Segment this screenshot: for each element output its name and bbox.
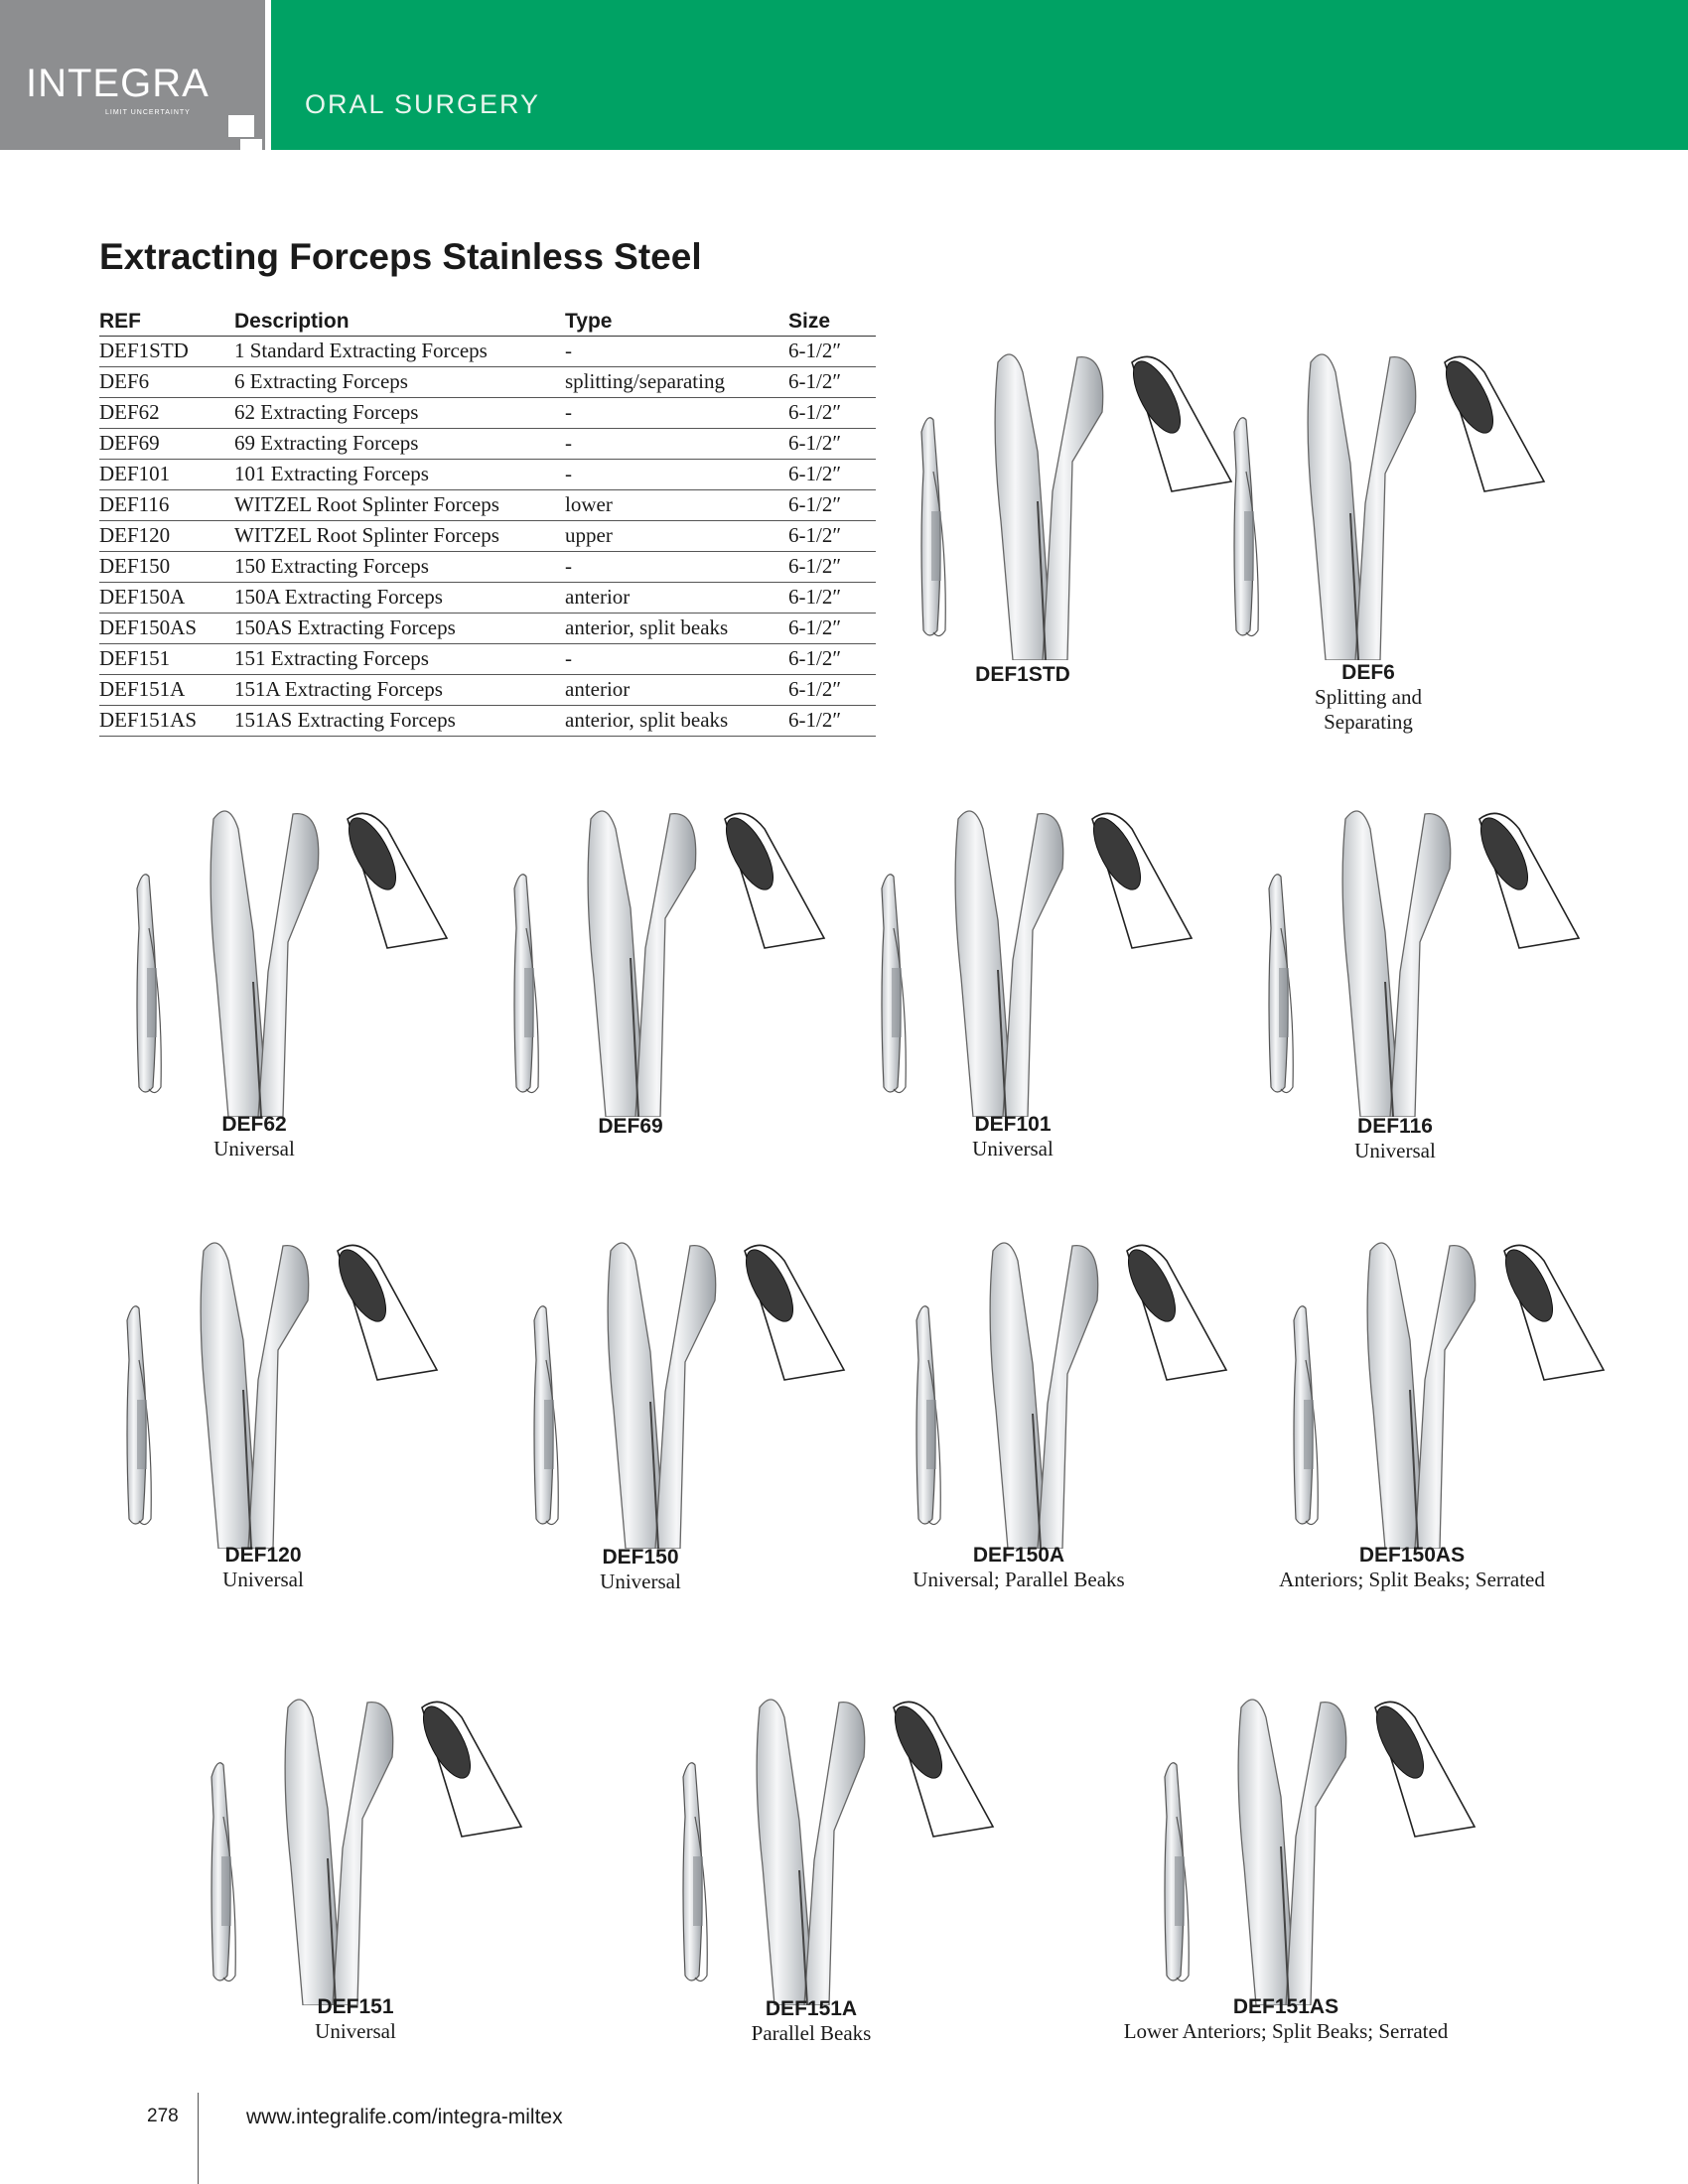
product-caption bbox=[213, 1113, 295, 1161]
cell-size: 6-1/2″ bbox=[788, 337, 876, 367]
product-caption bbox=[1315, 661, 1422, 735]
product-illustration bbox=[496, 799, 854, 1117]
cell-ref: DEF151A bbox=[99, 675, 234, 706]
forceps-thumbnail-icon bbox=[1234, 418, 1258, 636]
product-caption bbox=[752, 1997, 872, 2046]
product-illustration bbox=[1276, 1231, 1633, 1549]
product-code: DEF6 bbox=[1341, 661, 1395, 684]
product-code: DEF116 bbox=[1357, 1115, 1433, 1138]
cell-ref: DEF120 bbox=[99, 521, 234, 552]
cell-description: 69 Extracting Forceps bbox=[234, 429, 565, 460]
cell-size: 6-1/2″ bbox=[788, 675, 876, 706]
product-illustration bbox=[1251, 799, 1609, 1117]
cell-type: anterior bbox=[565, 675, 788, 706]
product-description: Universal bbox=[315, 2019, 396, 2043]
product-caption bbox=[600, 1546, 681, 1594]
beak-detail-drawing-icon bbox=[886, 1700, 993, 1837]
forceps-illustration-icon bbox=[496, 799, 854, 1117]
cell-type: anterior, split beaks bbox=[565, 706, 788, 737]
cell-ref: DEF62 bbox=[99, 398, 234, 429]
forceps-thumbnail-icon bbox=[514, 875, 538, 1093]
cell-type: - bbox=[565, 398, 788, 429]
page-title: Extracting Forceps Stainless Steel bbox=[99, 236, 702, 277]
column-header-description: Description bbox=[234, 306, 565, 337]
cell-description: 150AS Extracting Forceps bbox=[234, 614, 565, 644]
table-row bbox=[99, 521, 876, 552]
forceps-illustration-icon bbox=[119, 799, 477, 1117]
product-code: DEF1STD bbox=[975, 663, 1070, 686]
forceps-beak-closeup-icon bbox=[1342, 811, 1451, 1117]
cell-type: upper bbox=[565, 521, 788, 552]
cell-ref: DEF1STD bbox=[99, 337, 234, 367]
product-description: Universal bbox=[600, 1570, 681, 1593]
cell-description: 151AS Extracting Forceps bbox=[234, 706, 565, 737]
forceps-thumbnail-icon bbox=[882, 875, 906, 1093]
product-description: Splitting and bbox=[1315, 685, 1422, 709]
forceps-beak-closeup-icon bbox=[201, 1243, 309, 1549]
product-code: DEF151 bbox=[317, 1995, 394, 2018]
beak-detail-drawing-icon bbox=[1496, 1243, 1604, 1380]
cell-description: 150 Extracting Forceps bbox=[234, 552, 565, 583]
product-code: DEF120 bbox=[224, 1544, 302, 1567]
beak-detail-drawing-icon bbox=[330, 1243, 437, 1380]
table-row bbox=[99, 460, 876, 490]
product-illustration bbox=[1147, 1688, 1504, 2005]
cell-type: anterior bbox=[565, 583, 788, 614]
beak-detail-drawing-icon bbox=[1124, 354, 1231, 491]
forceps-beak-closeup-icon bbox=[995, 354, 1103, 660]
product-caption bbox=[1124, 1995, 1449, 2044]
forceps-thumbnail-icon bbox=[211, 1763, 235, 1981]
cell-size: 6-1/2″ bbox=[788, 644, 876, 675]
cell-size: 6-1/2″ bbox=[788, 521, 876, 552]
product-illustration bbox=[109, 1231, 467, 1549]
forceps-beak-closeup-icon bbox=[990, 1243, 1098, 1549]
beak-detail-drawing-icon bbox=[737, 1243, 844, 1380]
product-description: Parallel Beaks bbox=[751, 2021, 872, 2045]
cell-description: 101 Extracting Forceps bbox=[234, 460, 565, 490]
product-code: DEF69 bbox=[598, 1115, 663, 1138]
cell-ref: DEF101 bbox=[99, 460, 234, 490]
table-row bbox=[99, 583, 876, 614]
cell-size: 6-1/2″ bbox=[788, 490, 876, 521]
brand-name: INTEGRA bbox=[26, 62, 210, 105]
beak-detail-drawing-icon bbox=[1437, 354, 1544, 491]
beak-detail-drawing-icon bbox=[1119, 1243, 1226, 1380]
product-description: Anteriors; Split Beaks; Serrated bbox=[1279, 1568, 1545, 1591]
product-caption bbox=[1354, 1115, 1436, 1163]
forceps-beak-closeup-icon bbox=[588, 811, 696, 1117]
cell-description: 62 Extracting Forceps bbox=[234, 398, 565, 429]
product-description: Universal bbox=[1354, 1139, 1436, 1162]
brand-tagline: LIMIT UNCERTAINTY bbox=[105, 109, 191, 116]
column-header-ref: REF bbox=[99, 306, 234, 337]
forceps-illustration-icon bbox=[109, 1231, 467, 1549]
table-header-row bbox=[99, 306, 876, 337]
cell-size: 6-1/2″ bbox=[788, 614, 876, 644]
forceps-thumbnail-icon bbox=[534, 1306, 558, 1525]
forceps-illustration-icon bbox=[516, 1231, 874, 1549]
table-row bbox=[99, 490, 876, 521]
cell-ref: DEF6 bbox=[99, 367, 234, 398]
forceps-beak-closeup-icon bbox=[1367, 1243, 1476, 1549]
cell-size: 6-1/2″ bbox=[788, 429, 876, 460]
cell-type: - bbox=[565, 644, 788, 675]
forceps-illustration-icon bbox=[1147, 1688, 1504, 2005]
cell-type: lower bbox=[565, 490, 788, 521]
footer-divider bbox=[198, 2093, 199, 2184]
product-code: DEF151A bbox=[765, 1997, 858, 2020]
column-header-size: Size bbox=[788, 306, 876, 337]
forceps-beak-closeup-icon bbox=[955, 811, 1063, 1117]
beak-detail-drawing-icon bbox=[1472, 811, 1579, 948]
forceps-illustration-icon bbox=[1251, 799, 1609, 1117]
forceps-illustration-icon bbox=[904, 342, 1261, 660]
cell-size: 6-1/2″ bbox=[788, 367, 876, 398]
cell-type: - bbox=[565, 429, 788, 460]
cell-description: 151 Extracting Forceps bbox=[234, 644, 565, 675]
product-code: DEF151AS bbox=[1232, 1995, 1339, 2018]
cell-size: 6-1/2″ bbox=[788, 398, 876, 429]
cell-type: - bbox=[565, 460, 788, 490]
product-caption bbox=[975, 663, 1070, 687]
cell-description: WITZEL Root Splinter Forceps bbox=[234, 521, 565, 552]
product-spec-table bbox=[99, 306, 876, 737]
forceps-thumbnail-icon bbox=[916, 1306, 940, 1525]
cell-type: - bbox=[565, 337, 788, 367]
product-caption bbox=[913, 1544, 1124, 1592]
forceps-thumbnail-icon bbox=[1269, 875, 1293, 1093]
product-illustration bbox=[864, 799, 1221, 1117]
cell-ref: DEF151 bbox=[99, 644, 234, 675]
product-illustration bbox=[665, 1688, 1023, 2005]
beak-detail-drawing-icon bbox=[340, 811, 447, 948]
product-description: Universal bbox=[972, 1137, 1054, 1160]
forceps-thumbnail-icon bbox=[921, 418, 945, 636]
cell-ref: DEF151AS bbox=[99, 706, 234, 737]
cell-type: splitting/separating bbox=[565, 367, 788, 398]
product-description: Universal bbox=[222, 1568, 304, 1591]
product-caption bbox=[315, 1995, 396, 2044]
forceps-beak-closeup-icon bbox=[757, 1700, 865, 2005]
forceps-illustration-icon bbox=[864, 799, 1221, 1117]
cell-description: WITZEL Root Splinter Forceps bbox=[234, 490, 565, 521]
table-row bbox=[99, 337, 876, 367]
product-code: DEF150 bbox=[602, 1546, 679, 1569]
product-description: Lower Anteriors; Split Beaks; Serrated bbox=[1123, 2019, 1449, 2043]
table-row bbox=[99, 675, 876, 706]
cell-description: 6 Extracting Forceps bbox=[234, 367, 565, 398]
product-description: Universal bbox=[213, 1137, 295, 1160]
product-illustration bbox=[899, 1231, 1256, 1549]
cell-ref: DEF150A bbox=[99, 583, 234, 614]
footer-url: www.integralife.com/integra-miltex bbox=[246, 2106, 563, 2128]
product-illustration bbox=[119, 799, 477, 1117]
section-label: ORAL SURGERY bbox=[305, 89, 541, 119]
product-caption bbox=[222, 1544, 304, 1592]
table-body bbox=[99, 337, 876, 737]
table-row bbox=[99, 614, 876, 644]
forceps-illustration-icon bbox=[899, 1231, 1256, 1549]
forceps-thumbnail-icon bbox=[137, 875, 161, 1093]
cell-ref: DEF69 bbox=[99, 429, 234, 460]
cell-description: 151A Extracting Forceps bbox=[234, 675, 565, 706]
product-description: Separating bbox=[1324, 710, 1413, 734]
forceps-beak-closeup-icon bbox=[211, 811, 319, 1117]
product-code: DEF150AS bbox=[1358, 1544, 1466, 1567]
cell-size: 6-1/2″ bbox=[788, 583, 876, 614]
product-caption bbox=[1279, 1544, 1545, 1592]
forceps-illustration-icon bbox=[1216, 342, 1574, 660]
forceps-thumbnail-icon bbox=[683, 1763, 707, 1981]
beak-detail-drawing-icon bbox=[414, 1700, 521, 1837]
cell-ref: DEF150AS bbox=[99, 614, 234, 644]
table-row bbox=[99, 552, 876, 583]
product-description: Universal; Parallel Beaks bbox=[913, 1568, 1125, 1591]
table-row bbox=[99, 644, 876, 675]
product-caption bbox=[598, 1115, 662, 1139]
table-row bbox=[99, 429, 876, 460]
cell-ref: DEF116 bbox=[99, 490, 234, 521]
forceps-beak-closeup-icon bbox=[1238, 1700, 1346, 2005]
product-illustration bbox=[904, 342, 1261, 660]
beak-detail-drawing-icon bbox=[1367, 1700, 1475, 1837]
page-number: 278 bbox=[147, 2106, 179, 2126]
forceps-beak-closeup-icon bbox=[1308, 354, 1416, 660]
forceps-thumbnail-icon bbox=[1294, 1306, 1318, 1525]
forceps-beak-closeup-icon bbox=[608, 1243, 716, 1549]
cell-type: anterior, split beaks bbox=[565, 614, 788, 644]
cell-size: 6-1/2″ bbox=[788, 706, 876, 737]
table-row bbox=[99, 398, 876, 429]
beak-detail-drawing-icon bbox=[717, 811, 824, 948]
forceps-illustration-icon bbox=[194, 1688, 551, 2005]
table-row bbox=[99, 367, 876, 398]
product-illustration bbox=[194, 1688, 551, 2005]
forceps-thumbnail-icon bbox=[127, 1306, 151, 1525]
column-header-type: Type bbox=[565, 306, 788, 337]
cell-size: 6-1/2″ bbox=[788, 460, 876, 490]
product-illustration bbox=[1216, 342, 1574, 660]
product-illustration bbox=[516, 1231, 874, 1549]
forceps-illustration-icon bbox=[1276, 1231, 1633, 1549]
table-row bbox=[99, 706, 876, 737]
product-caption bbox=[972, 1113, 1054, 1161]
product-code: DEF150A bbox=[972, 1544, 1065, 1567]
product-code: DEF62 bbox=[221, 1113, 287, 1136]
forceps-illustration-icon bbox=[665, 1688, 1023, 2005]
cell-ref: DEF150 bbox=[99, 552, 234, 583]
integra-logo bbox=[26, 62, 210, 116]
cell-type: - bbox=[565, 552, 788, 583]
cell-size: 6-1/2″ bbox=[788, 552, 876, 583]
forceps-beak-closeup-icon bbox=[285, 1700, 393, 2005]
beak-detail-drawing-icon bbox=[1084, 811, 1192, 948]
header-section-band bbox=[271, 0, 1688, 150]
cell-description: 1 Standard Extracting Forceps bbox=[234, 337, 565, 367]
product-code: DEF101 bbox=[974, 1113, 1052, 1136]
logo-mark-icon bbox=[224, 115, 266, 185]
forceps-thumbnail-icon bbox=[1165, 1763, 1189, 1981]
cell-description: 150A Extracting Forceps bbox=[234, 583, 565, 614]
